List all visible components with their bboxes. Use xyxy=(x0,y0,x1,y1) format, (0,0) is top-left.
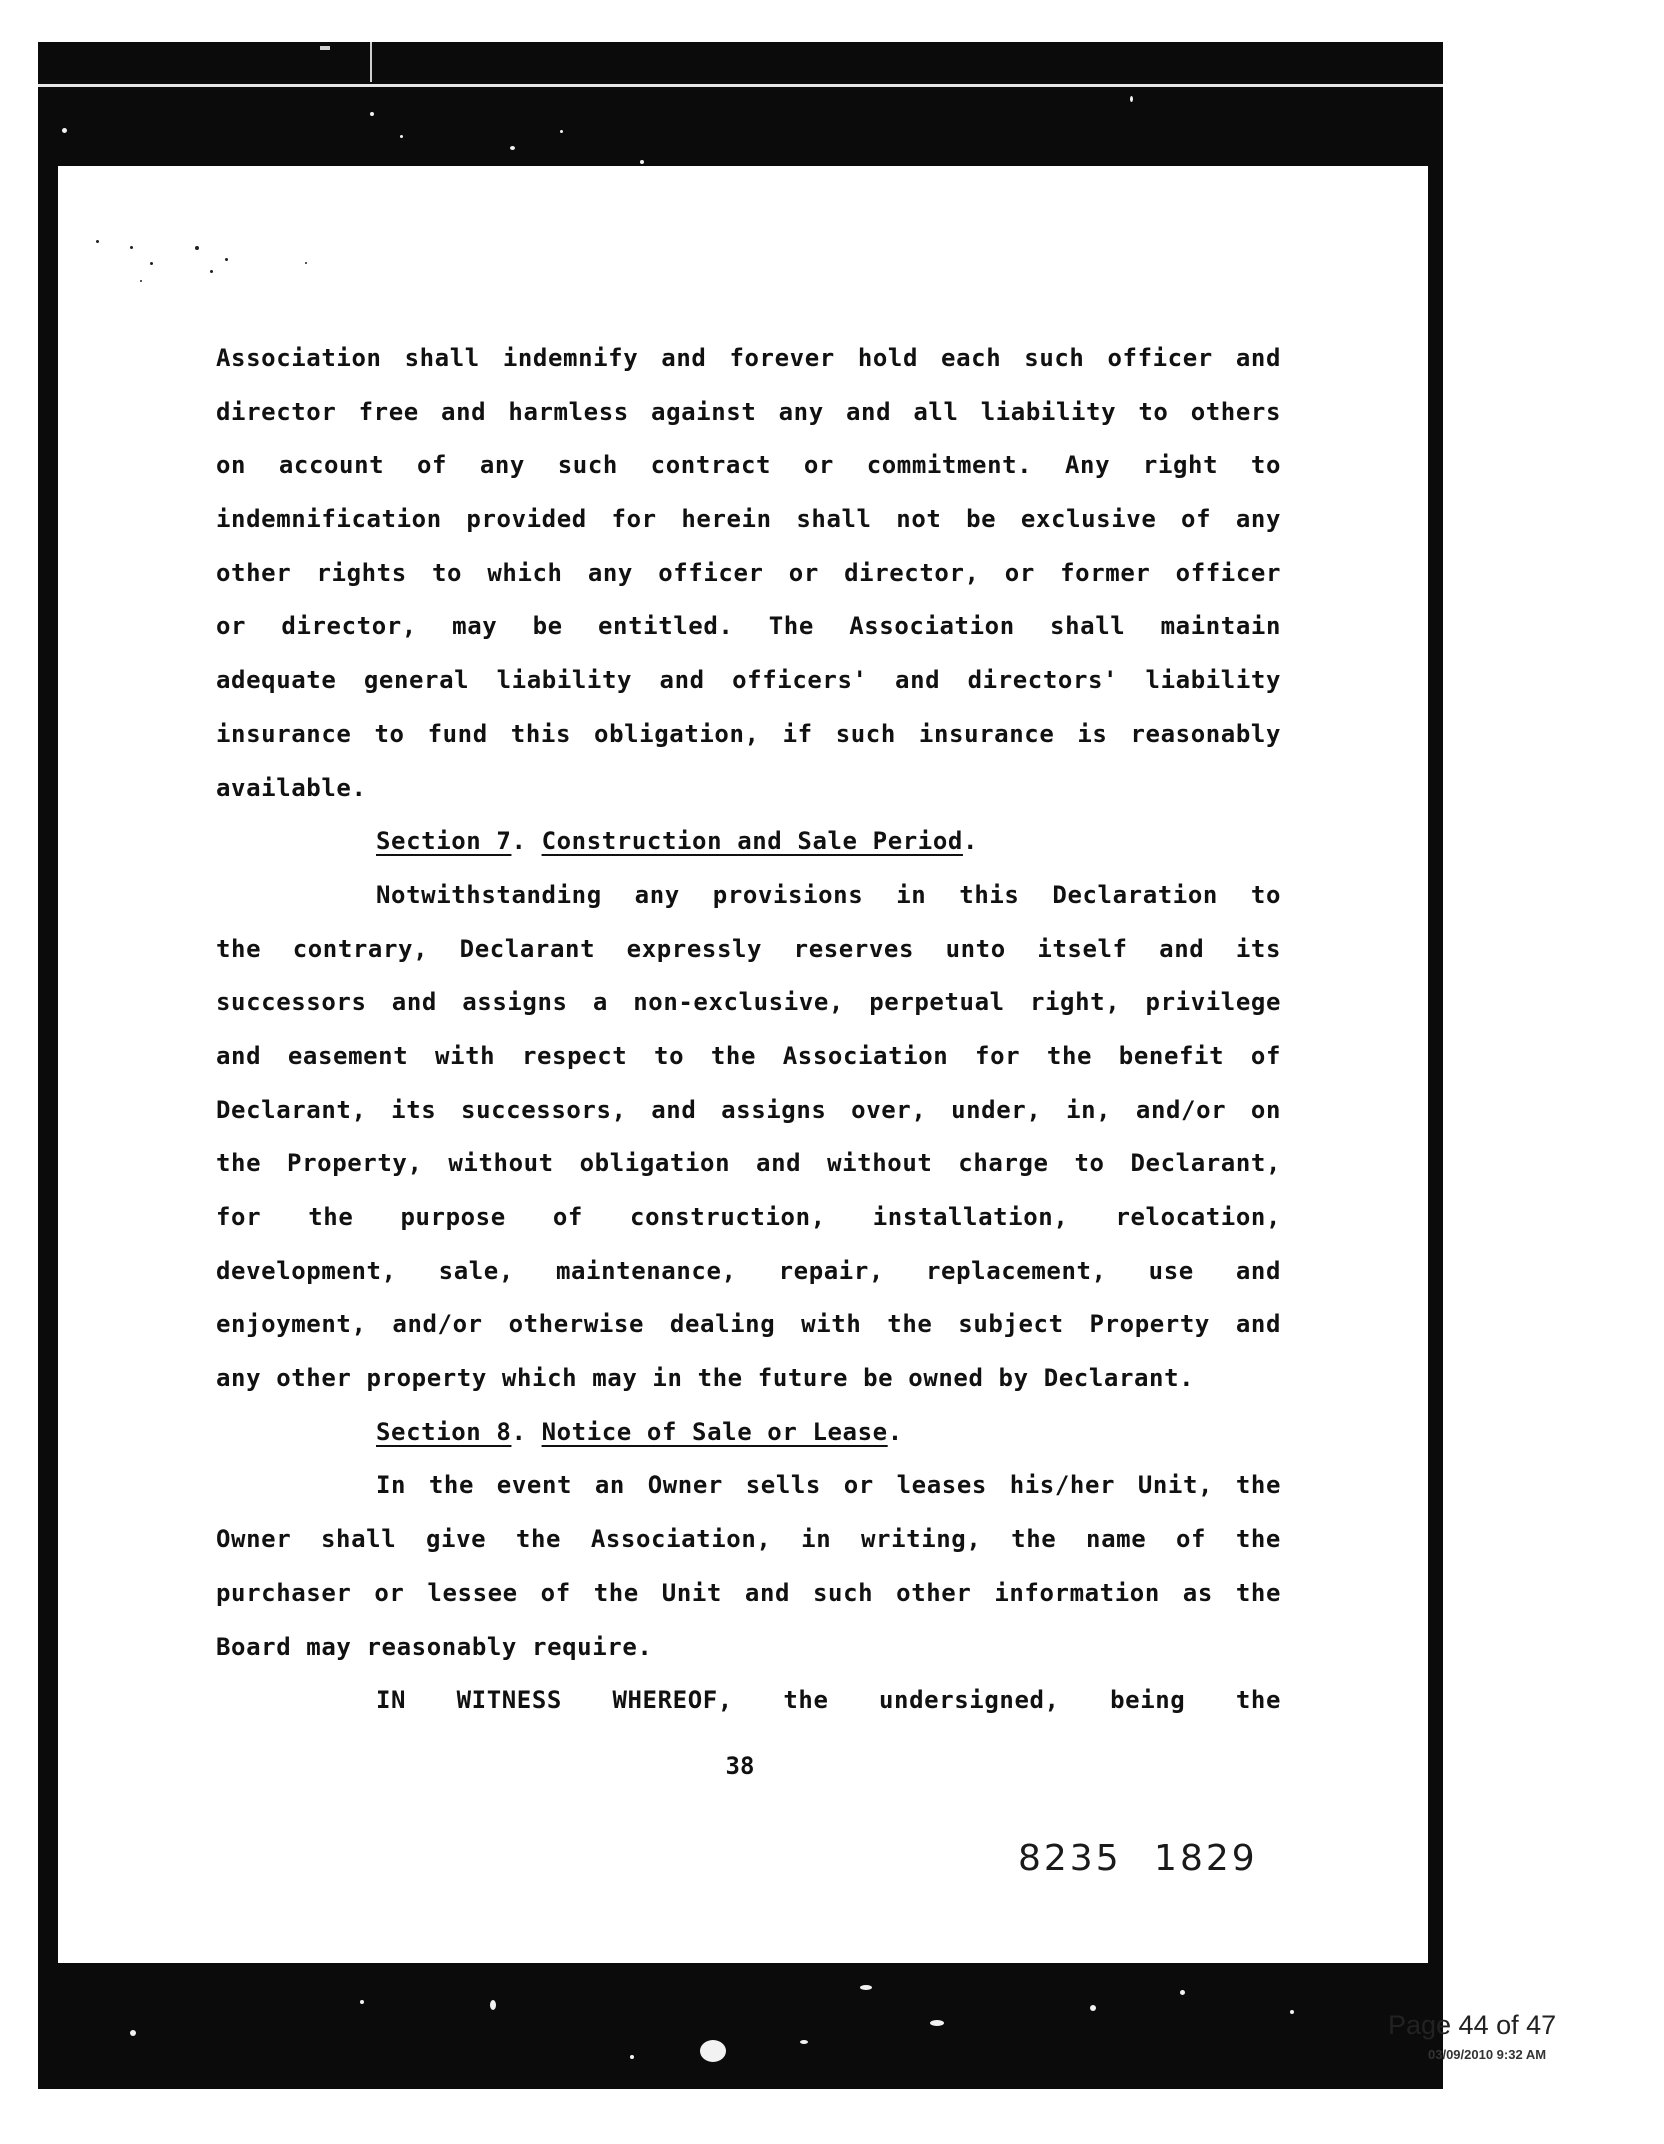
scan-speck xyxy=(62,128,67,133)
text-line: for the purpose of construction, installation, relocation, xyxy=(216,1203,1281,1231)
text-line: enjoyment, and/or otherwise dealing with the subject Property and xyxy=(216,1310,1281,1339)
text-line: Notwithstanding any provisions in this Declaration to xyxy=(376,880,1281,909)
text-line: insurance to fund this obligation, if such insurance is reasonably xyxy=(216,719,1281,748)
scan-speck xyxy=(1290,2010,1294,2014)
text-line: successors and assigns a non-exclusive, perpetual right, privilege xyxy=(216,988,1281,1017)
scan-speck xyxy=(400,135,403,138)
text-line: on account of any such contract or commitment. Any right to xyxy=(216,451,1281,480)
scan-speck xyxy=(1130,96,1133,102)
text-line: adequate general liability and officers' and directors' liability xyxy=(216,666,1281,695)
text-line: Declarant, its successors, and assigns over, under, in, and/or on xyxy=(216,1095,1281,1124)
text-line: IN WITNESS WHEREOF, the undersigned, being the xyxy=(376,1686,1281,1715)
scan-speck xyxy=(860,1985,872,1990)
scan-speck xyxy=(930,2020,944,2026)
scan-speck xyxy=(225,258,228,261)
scan-speck xyxy=(130,246,133,249)
scan-speck xyxy=(490,2000,496,2010)
text-line: Owner shall give the Association, in writing, the name of the xyxy=(216,1525,1281,1554)
scan-speck xyxy=(800,2040,808,2044)
text-line: Association shall indemnify and forever hold each such officer and xyxy=(216,344,1281,372)
scan-speck xyxy=(210,270,213,273)
scan-mark xyxy=(320,46,330,50)
text-line: available. xyxy=(216,773,367,802)
text-line: or director, may be entitled. The Association shall maintain xyxy=(216,612,1281,641)
text-line: In the event an Owner sells or leases his/her Unit, the xyxy=(376,1471,1281,1500)
timestamp: 03/09/2010 9:32 AM xyxy=(1428,2047,1547,2062)
scan-speck xyxy=(1090,2005,1096,2011)
scan-speck xyxy=(140,280,142,282)
text-line: and easement with respect to the Association for the benefit of xyxy=(216,1041,1281,1070)
section-7-paragraph xyxy=(216,869,1281,1406)
text-line: the contrary, Declarant expressly reserves unto itself and its xyxy=(216,934,1281,963)
scan-mark xyxy=(370,42,372,82)
text-line: indemnification provided for herein shall not be exclusive of any xyxy=(216,505,1281,534)
scan-speck xyxy=(630,2055,634,2059)
text-line: Board may reasonably require. xyxy=(216,1632,653,1661)
scan-speck xyxy=(150,262,153,265)
document-body xyxy=(216,332,1281,1728)
scan-speck xyxy=(510,146,515,150)
scan-speck xyxy=(195,246,199,250)
scan-speck xyxy=(130,2030,136,2036)
scan-speck xyxy=(560,130,563,133)
scan-speck xyxy=(96,240,99,243)
scan-speck xyxy=(370,112,374,116)
scan-rule xyxy=(38,84,1443,87)
page-counter: Page 44 of 47 xyxy=(1388,2010,1557,2040)
text-line: other rights to which any officer or director, or former officer xyxy=(216,558,1281,587)
text-line: director free and harmless against any and all liability to others xyxy=(216,397,1281,426)
scan-speck xyxy=(640,160,644,164)
page-number: 38 xyxy=(725,1752,755,1780)
text-line: development, sale, maintenance, repair, replacement, use and xyxy=(216,1256,1281,1285)
indemnification-paragraph xyxy=(216,332,1281,815)
scan-speck xyxy=(305,262,307,264)
scan-speck xyxy=(700,2040,726,2062)
text-line: the Property, without obligation and without charge to Declarant, xyxy=(216,1149,1281,1178)
text-line: any other property which may in the future be owned by Declarant. xyxy=(216,1364,1195,1393)
scan-speck xyxy=(1180,1990,1185,1995)
section-8-heading: Section 8. Notice of Sale or Lease. xyxy=(376,1417,903,1446)
scan-speck xyxy=(360,2000,364,2004)
section-8-paragraph xyxy=(216,1459,1281,1727)
section-7-heading: Section 7. Construction and Sale Period. xyxy=(376,827,979,856)
text-line: purchaser or lessee of the Unit and such other information as the xyxy=(216,1578,1281,1607)
recording-number: 8235 1829 xyxy=(1018,1838,1258,1879)
